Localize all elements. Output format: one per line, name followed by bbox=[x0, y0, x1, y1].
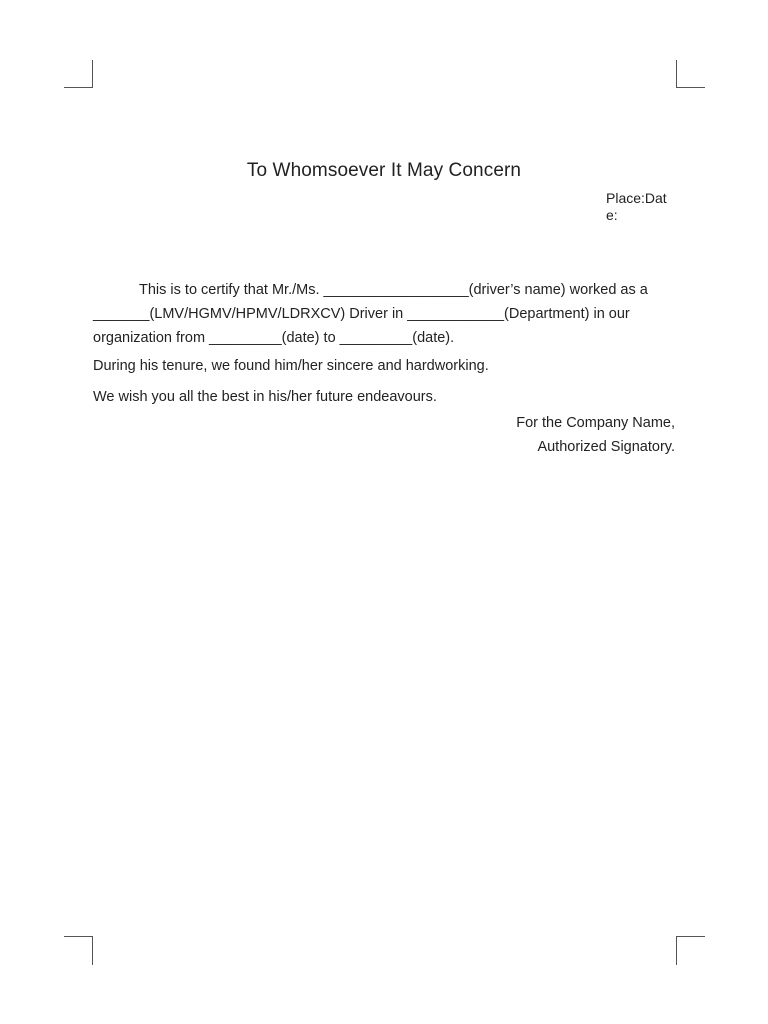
tenure-line: During his tenure, we found him/her sincere and hardworking. bbox=[93, 358, 489, 374]
crop-mark-top-right bbox=[676, 60, 705, 88]
signature-title: Authorized Signatory. bbox=[537, 439, 675, 455]
crop-mark-bottom-right bbox=[676, 936, 705, 965]
certify-paragraph: This is to certify that Mr./Ms. __________________(driver’s name) worked as a _______(LMV/HGMV/HPMV/LDRXCV) Driver in ____________(Department) in our organization from _________(date) to _________(date). bbox=[93, 282, 648, 346]
crop-mark-bottom-left bbox=[64, 936, 93, 965]
place-date-label: Place:Date: bbox=[606, 190, 667, 223]
letter-title: To Whomsoever It May Concern bbox=[246, 160, 522, 181]
crop-mark-top-left bbox=[64, 60, 93, 88]
signature-company: For the Company Name, bbox=[516, 415, 675, 431]
wishes-line: We wish you all the best in his/her future endeavours. bbox=[93, 389, 437, 405]
